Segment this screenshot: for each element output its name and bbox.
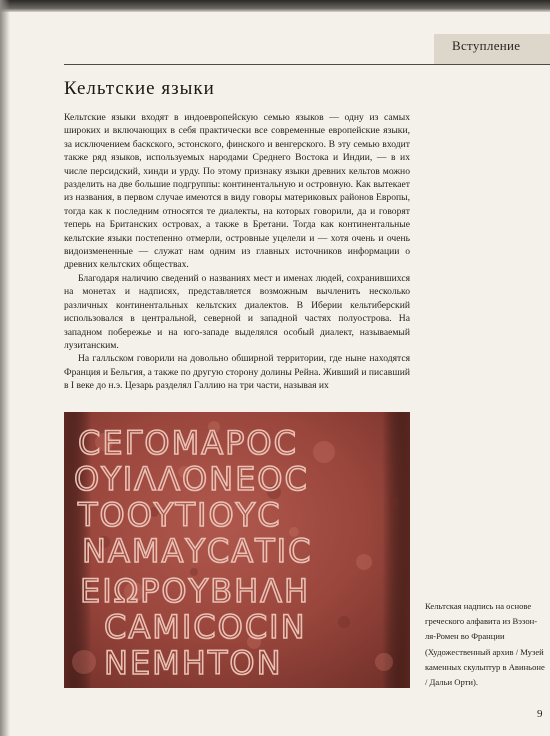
- section-heading: Кельтские языки: [64, 78, 215, 99]
- inscription-line: ΟΥΙΛΛΟΝΕΟϹ: [74, 460, 309, 498]
- carved-inscription: [74, 424, 312, 682]
- inscription-line: ϹΑΜΙϹΟϹΙΝ: [104, 608, 307, 646]
- paragraph: Благодаря наличию сведений о названиях мест и именах людей, сохранившихся на монетах и надписях, представляется возможным вычленить несколько различных континентальных кельтских диалектов. В Иберии кельтиберский использовался в центральной, северной и западной частях полуострова. На западном побережье и на юго-западе выделялся особый диалект, называемый лузитанским.: [64, 272, 410, 351]
- paragraph: На галльском говорили на довольно обширной территории, где ныне находятся Франция и Бельгия, а также по другую сторону долины Рейна. Живший и писавший в I веке до н.э. Цезарь разделял Галлию на три части, называя их: [64, 353, 410, 392]
- running-header-title: Вступление: [452, 38, 521, 53]
- inscription-line: ΝΕΜΗΤΟΝ: [104, 644, 283, 682]
- scan-top-edge: [0, 0, 550, 12]
- paragraph: Кельтские языки входят в индоевропейскую семью языков — одну из самых широких и включающих в себя практически все современные европейские языки, за исключением баскского, эстонского, финского и венгерского. В эту семью входит также ряд языков, используемых народами Среднего Востока и Индии, — в их числе персидский, хинди и урду. По этому признаку языки древних кельтов можно разделить на две большие подгруппы: континентальную и островную. Как вытекает из названия, в первом случае имеются в виду говоры материковых районов Европы, тогда как к последним относятся те диалекты, на которых говорили, да и говорят теперь на Британских островах, а также в Бретани. Тогда как континентальные кельтские языки постепенно отмерли, островные уцелели и — хотя очень и очень видоизмененные — служат нам одним из главных источников информации о древних кельтских обществах.: [64, 112, 410, 271]
- page-number: 9: [537, 708, 543, 720]
- book-gutter-shadow: [0, 0, 10, 736]
- inscription-line: ΤΟΟΥΤΙΟΥϹ: [78, 496, 282, 534]
- inscription-photo: [64, 412, 410, 688]
- stone-slab-image: [64, 412, 410, 688]
- inscription-line: ϹΕΓΟΜΑΡΟϹ: [78, 424, 298, 462]
- inscription-line: ΝΑΜΑΥϹΑΤΙϹ: [82, 532, 313, 570]
- header-rule: [64, 64, 550, 65]
- figure-caption: Кельтская надпись на основе греческого алфавита из Вэзон-ля-Ромен во Франции (Художественный архив / Музей каменных скульптур в Авиньоне / Дальи Орти).: [425, 601, 545, 688]
- article-body: [64, 111, 410, 393]
- inscription-line: ΕΙΩΡΟΥΒΗΛΗ: [80, 572, 311, 610]
